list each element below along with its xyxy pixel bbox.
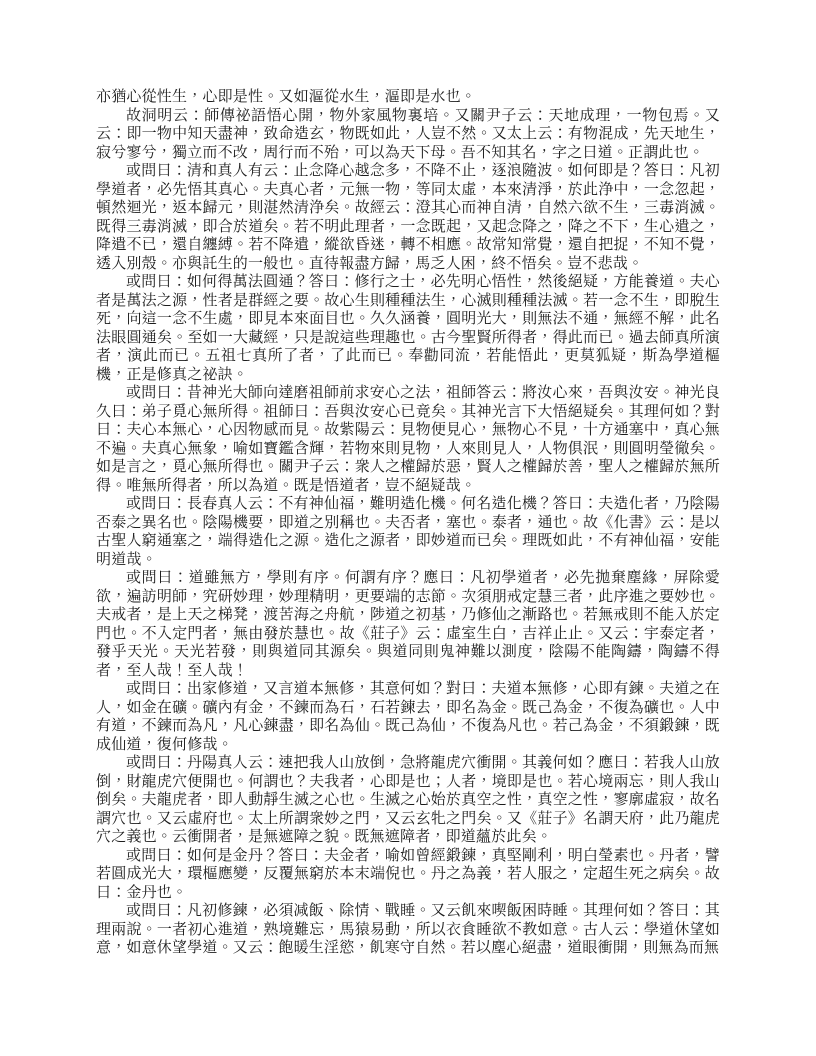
paragraph: 或問曰：清和真人有云：止念降心越念多，不降不止，逐浪隨波。如何即是？答曰：凡初學道者，必先悟其真心。夫真心者，元無一物，等同太虛，本來清淨，於此浄中，一念忽起，頓然迴光，返本歸元，則湛然清浄矣。故經云：澄其心而神自清，自然六欲不生，三毒消滅。既得三毒消滅，即合於道矣。若不明此理者，一念既起，又起念降之，降之不下，生心遣之，降遣不已，還自纏縛。若不降遣，縱欲昏迷，轉不相應。故常知常覺，還自把捉，不知不覺，透入別殼。亦與託生的一般也。直待報盡方歸，馬乏人困，終不悟矣。豈不悲哉。 xyxy=(96,163,720,272)
paragraph: 故洞明云：師傳祕語悟心開，物外家風物裏培。又關尹子云：天地成理，一物包焉。又云：即一物中知天盡神，致命造玄，物既如此，人豈不然。又太上云：有物混成，先天地生，寂兮寥兮，獨立而不改，周行而不殆，可以為天下母。吾不知其名，字之曰道。正謂此也。 xyxy=(96,107,720,161)
paragraph: 或問曰：丹陽真人云：速把我人山放倒，急將龍虎穴衝開。其義何如？應曰：若我人山放倒，財龍虎穴便開也。何謂也？夫我者，心即是也；人者，境即是也。若心境兩忘，則人我山倒矣。夫龍虎者，即人動靜生滅之心也。生滅之心始於真空之性，真空之性，寥廓虛寂，故名謂穴也。又云虛府也。太上所謂衆妙之門，又云玄牝之門矣。又《莊子》名謂天府，此乃龍虎穴之義也。云衝開者，是無遮障之貌。既無遮障者，即道蘊於此矣。 xyxy=(96,755,720,845)
paragraph: 或問曰：出家修道，又言道本無修，其意何如？對曰：夫道本無修，心即有鍊。夫道之在人，如金在礦。礦內有金，不鍊而為石，石若鍊去，即名為金。既己為金，不復為礦也。人中有道，不鍊而為凡，凡心鍊盡，即名為仙。既己為仙，不復為凡也。若己為金，不須鍛鍊，既成仙道，復何修哉。 xyxy=(96,681,720,753)
paragraph: 或問曰：道雖無方，學則有序。何謂有序？應曰：凡初學道者，必先拋棄塵緣，屏除愛欲，遍訪明師，究研妙理，妙理精明，更要端的志節。次須朋戒定慧三者，此序進之要妙也。夫戒者，是上天之梯凳，渡苦海之舟航，陟道之初基，乃修仙之漸路也。若無戒則不能入於定門也。不入定門者，無由發於慧也。故《莊子》云：虛室生白，吉祥止止。又云：宇泰定者，發乎天光。天光若發，則與道同其源矣。與道同則鬼神難以測度，陰陽不能陶鑄，陶鑄不得者，至人哉！至人哉！ xyxy=(96,570,720,679)
paragraph: 或問曰：如何是金丹？答曰：夫金者，喻如曾經鍛鍊，真堅剛利，明白瑩素也。丹者，譬若圓成光大，環樞應變，反覆無窮於本末端倪也。丹之為義，若人服之，定超生死之病矣。故曰：金丹也。 xyxy=(96,847,720,901)
paragraph: 或問曰：昔神光大師向達磨祖師前求安心之法，祖師答云：將汝心來，吾與汝安。神光良久曰：弟子覓心無所得。祖師曰：吾與汝安心已竟矣。其神光言下大悟絕疑矣。其理何如？對曰：夫心本無心，心因物感而見。故紫陽云：見物便見心，無物心不見，十方通塞中，真心無不遍。夫真心無象，喻如寶鑑含輝，若物來則見物，人來則見人，人物俱泯，則圓明瑩徹矣。如是言之，覓心無所得也。關尹子云：衆人之權歸於惡，賢人之權歸於善，聖人之權歸於無所得。唯無所得者，所以為道。既是悟道者，豈不絕疑哉。 xyxy=(96,385,720,494)
paragraph-continuation: 亦猶心從性生，心即是性。又如漚從水生，漚即是水也。 xyxy=(96,89,477,105)
paragraph: 或問曰：如何得萬法圓通？答曰：修行之士，必先明心悟性，然後絕疑，方能養道。夫心者是萬法之源，性者是群經之要。故心生則種種法生，心滅則種種法滅。若一念不生，即脫生死，向這一念不生處，即見本來面目也。久久涵養，圓明光大，則無法不通，無經不解，此名法眼圓通矣。至如一大藏經，只是說這些理趣也。古今聖賢所得者，得此而已。過去師真所演者，演此而已。五祖七真所了者，了此而已。奉勸同流，若能悟此，更莫狐疑，斯為學道樞機，正是修真之祕訣。 xyxy=(96,274,720,383)
text-block xyxy=(96,88,720,958)
paragraph: 或問曰：凡初修鍊，必須减飯、除情、戰睡。又云飢來喫飯困時睡。其理何如？答曰：其理兩說。一者初心進道，熟境難忘，馬猿易動，所以衣食睡欲不教如意。古人云：學道休望如意，如意休望學道。又云：飽暖生淫慾，飢寒守自然。若以塵心絕盡，道眼衝開，則無為而無 xyxy=(96,903,720,956)
paragraph: 或問曰：長春真人云：不有神仙福，難明造化機。何名造化機？答曰：夫造化者，乃陰陽否泰之異名也。陰陽機要，即道之別稱也。夫否者，塞也。泰者，通也。故《化書》云：是以古聖人窮通塞之，端得造化之源。造化之源者，即妙道而已矣。理既如此，不有神仙福，安能明道哉。 xyxy=(96,496,720,568)
